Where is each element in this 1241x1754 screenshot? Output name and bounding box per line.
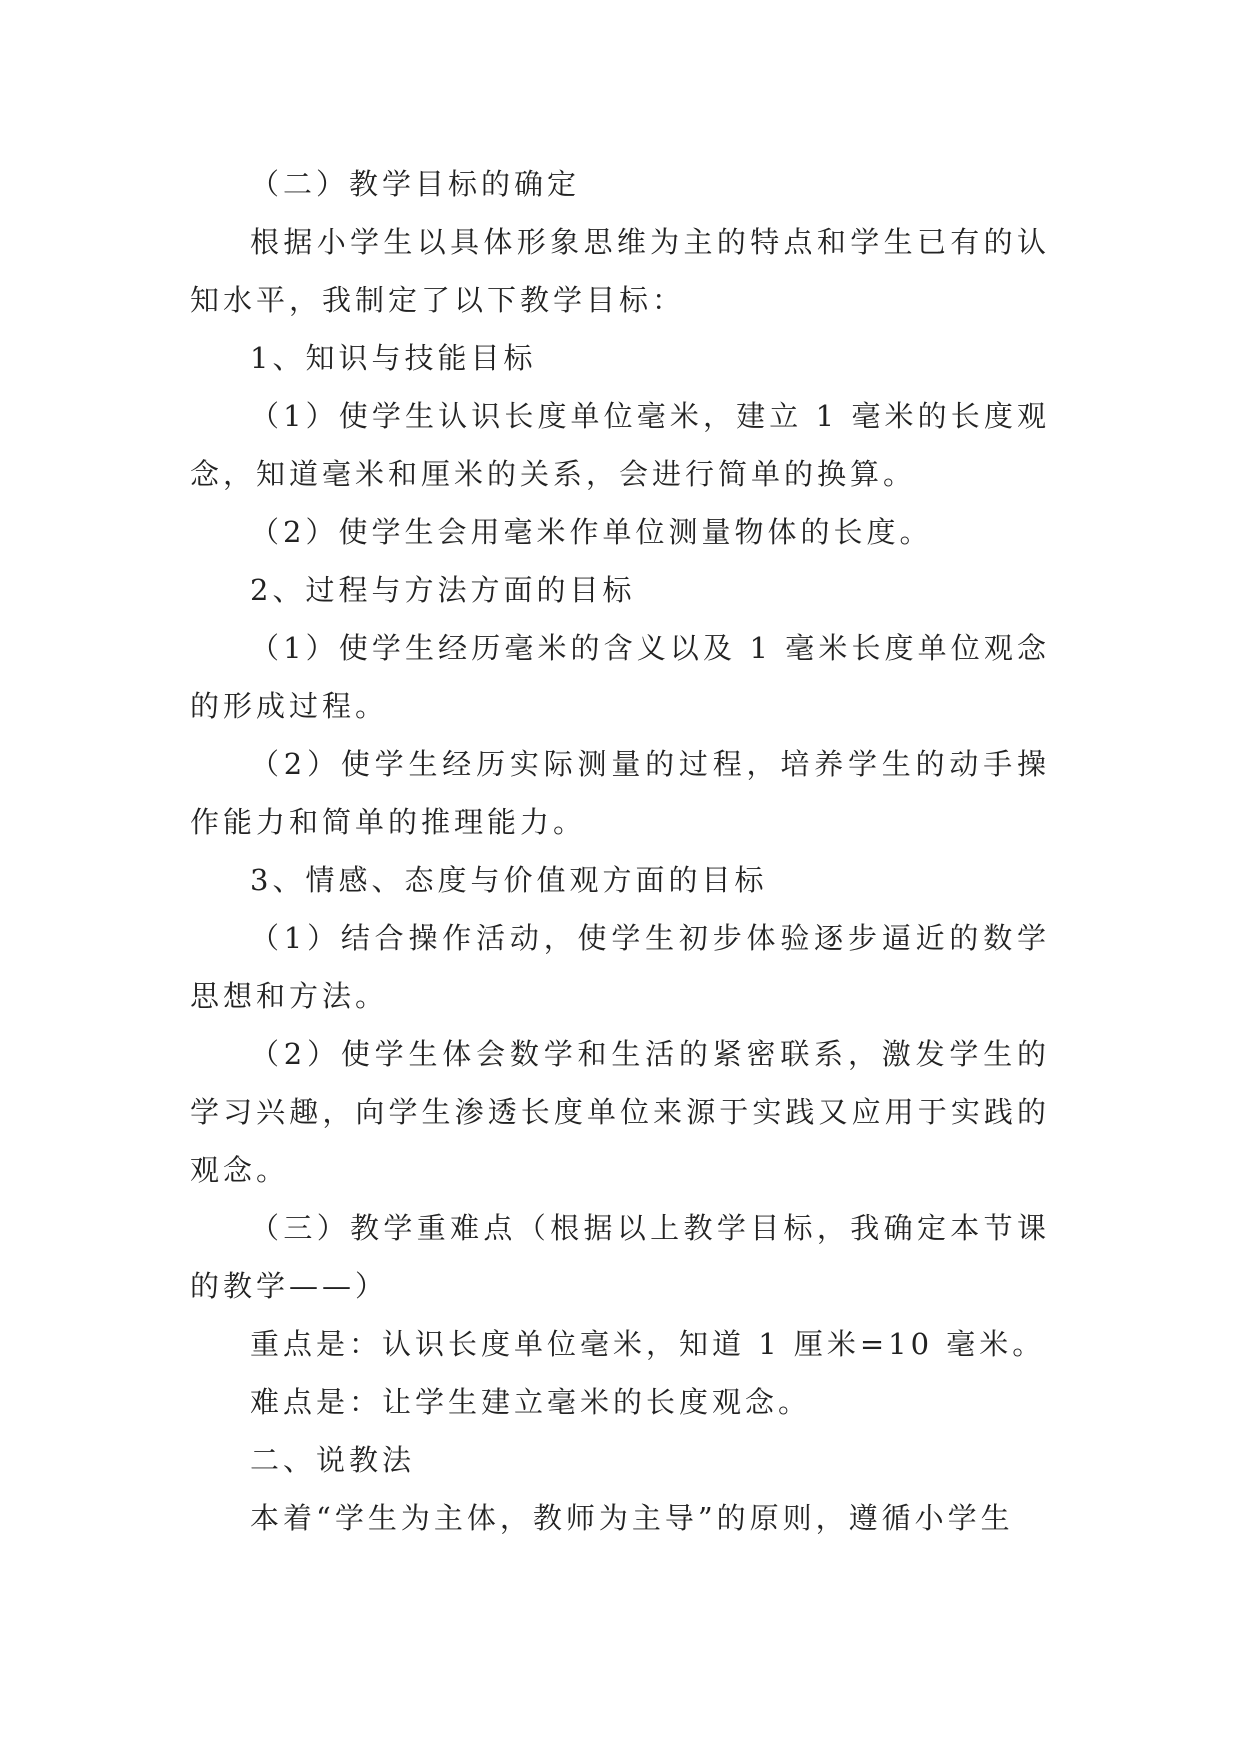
- subheading-process-method: 2、过程与方法方面的目标: [250, 573, 636, 607]
- difficult-point-text: 难点是：让学生建立毫米的长度观念。: [250, 1385, 812, 1419]
- paragraph-intro: 根据小学生以具体形象思维为主的特点和学生已有的认知水平，我制定了以下教学目标：: [190, 225, 1050, 317]
- section-heading-teaching-method: 二、说教法: [250, 1443, 416, 1477]
- section-heading-teaching-goals: （二）教学目标的确定: [250, 167, 581, 201]
- subheading-emotion-values: 3、情感、态度与价值观方面的目标: [250, 863, 768, 897]
- paragraph-teaching-method: 本着“学生为主体，教师为主导”的原则，遵循小学生: [250, 1501, 1014, 1535]
- list-item-emotion-2: （2）使学生体会数学和生活的紧密联系，激发学生的学习兴趣，向学生渗透长度单位来源于实践又应用于实践的观念。: [190, 1037, 1050, 1187]
- list-item-emotion-1: （1）结合操作活动，使学生初步体验逐步逼近的数学思想和方法。: [190, 921, 1050, 1013]
- list-item-process-2: （2）使学生经历实际测量的过程，培养学生的动手操作能力和简单的推理能力。: [190, 747, 1050, 839]
- list-item-process-1: （1）使学生经历毫米的含义以及 1 毫米长度单位观念的形成过程。: [190, 631, 1050, 723]
- list-item-knowledge-1: （1）使学生认识长度单位毫米，建立 1 毫米的长度观念，知道毫米和厘米的关系，会进行简单的换算。: [190, 399, 1050, 491]
- document-body: [190, 155, 1050, 1547]
- list-item-knowledge-2: （2）使学生会用毫米作单位测量物体的长度。: [250, 515, 933, 549]
- key-point-text: 重点是：认识长度单位毫米，知道 1 厘米=10 毫米。: [250, 1327, 1046, 1361]
- subheading-knowledge-skills: 1、知识与技能目标: [250, 341, 537, 375]
- section-heading-key-points: （三）教学重难点（根据以上教学目标，我确定本节课的教学——）: [190, 1211, 1050, 1303]
